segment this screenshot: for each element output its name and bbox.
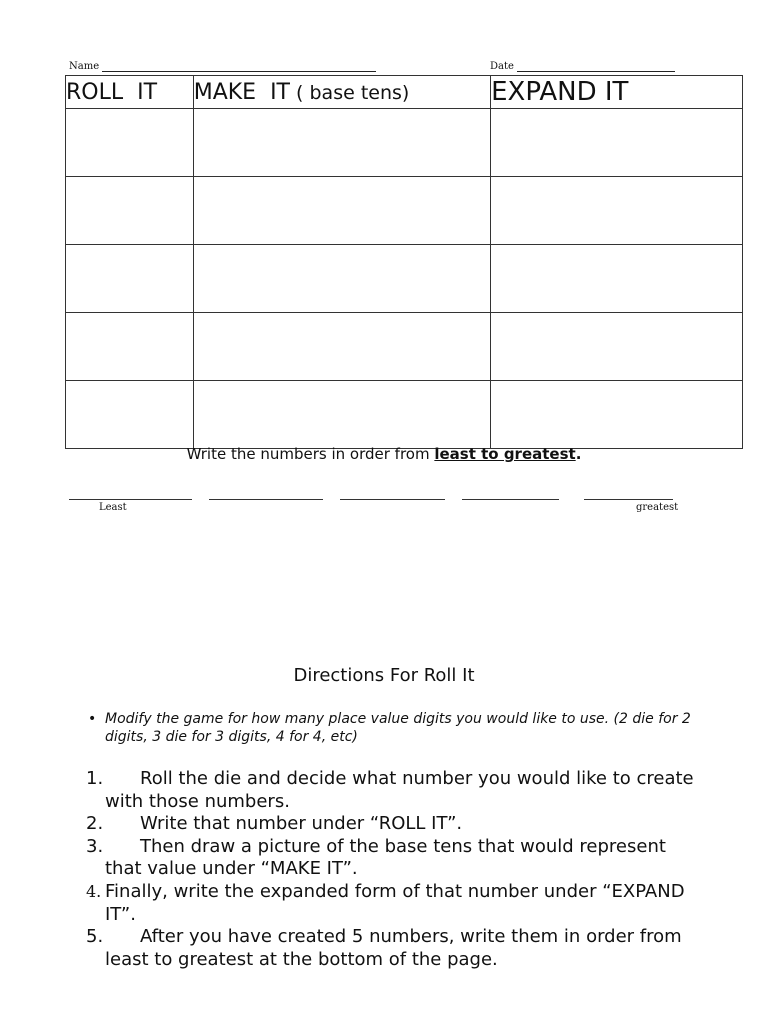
order-instruction: [0, 445, 768, 463]
order-instruction-suffix: .: [575, 445, 582, 463]
roll-it-cell[interactable]: [66, 245, 194, 313]
greatest-label: greatest: [636, 502, 679, 513]
list-item: [86, 836, 706, 881]
date-field[interactable]: [490, 61, 675, 72]
table-row: [66, 381, 743, 449]
table-header-row: [66, 76, 743, 109]
name-blank-line[interactable]: [102, 62, 376, 72]
directions-bullet-text: Modify the game for how many place value digits you would like to use. (2 die for 2 digits, 3 die for 3 digits, 4 for 4, etc): [105, 711, 691, 745]
expand-it-cell[interactable]: [491, 245, 743, 313]
make-it-cell[interactable]: [193, 381, 490, 449]
expand-it-cell[interactable]: [491, 313, 743, 381]
make-it-cell[interactable]: [193, 245, 490, 313]
table-row: [66, 313, 743, 381]
step-number: 1.: [86, 768, 104, 789]
order-instruction-prefix: Write the numbers in order from: [186, 445, 435, 463]
roll-it-cell[interactable]: [66, 381, 194, 449]
directions-title: Directions For Roll It: [293, 665, 475, 686]
header-make-it: [193, 76, 490, 109]
step-number: 4.: [86, 881, 102, 901]
name-label: Name: [69, 61, 100, 72]
least-label: Least: [99, 502, 127, 513]
expand-it-cell[interactable]: [491, 381, 743, 449]
roll-it-cell[interactable]: [66, 177, 194, 245]
step-text: After you have created 5 numbers, write them in order from least to greatest at the bottom of the page.: [105, 926, 682, 970]
step-number: 5.: [86, 926, 104, 948]
list-item: [86, 813, 706, 836]
date-label: Date: [490, 61, 514, 72]
date-blank-line[interactable]: [517, 62, 675, 72]
header-roll-it: ROLL IT: [66, 76, 194, 109]
header-make-it-sub: ( base tens): [290, 81, 410, 104]
make-it-cell[interactable]: [193, 109, 490, 177]
order-blank-3[interactable]: [340, 487, 445, 500]
step-text: Write that number under “ROLL IT”.: [140, 813, 463, 835]
expand-it-cell[interactable]: [491, 177, 743, 245]
name-field[interactable]: [69, 61, 376, 72]
order-blank-2[interactable]: [209, 487, 323, 500]
step-number: 2.: [86, 813, 104, 835]
list-item: [86, 881, 706, 926]
bullet-icon: •: [88, 711, 97, 727]
step-text: Finally, write the expanded form of that number under “EXPAND IT”.: [105, 880, 685, 925]
roll-it-cell[interactable]: [66, 109, 194, 177]
order-instruction-emphasis: least to greatest: [434, 445, 576, 463]
order-blank-5[interactable]: [584, 487, 673, 500]
step-text: Roll the die and decide what number you would like to create with those numbers.: [105, 768, 694, 812]
make-it-cell[interactable]: [193, 313, 490, 381]
header-expand-it: EXPAND IT: [491, 76, 743, 109]
expand-it-cell[interactable]: [491, 109, 743, 177]
header-make-it-main: MAKE IT: [193, 79, 290, 105]
step-text: Then draw a picture of the base tens that would represent that value under “MAKE IT”.: [105, 835, 666, 880]
make-it-cell[interactable]: [193, 177, 490, 245]
table-row: [66, 109, 743, 177]
directions-steps: [86, 768, 706, 971]
step-number: 3.: [86, 835, 104, 857]
directions-bullet: [88, 710, 708, 746]
list-item: [86, 768, 706, 813]
table-row: [66, 245, 743, 313]
order-blank-4[interactable]: [462, 487, 559, 500]
list-item: [86, 926, 706, 971]
order-blank-1[interactable]: [69, 487, 192, 500]
roll-it-table: [65, 75, 743, 449]
table-row: [66, 177, 743, 245]
roll-it-cell[interactable]: [66, 313, 194, 381]
